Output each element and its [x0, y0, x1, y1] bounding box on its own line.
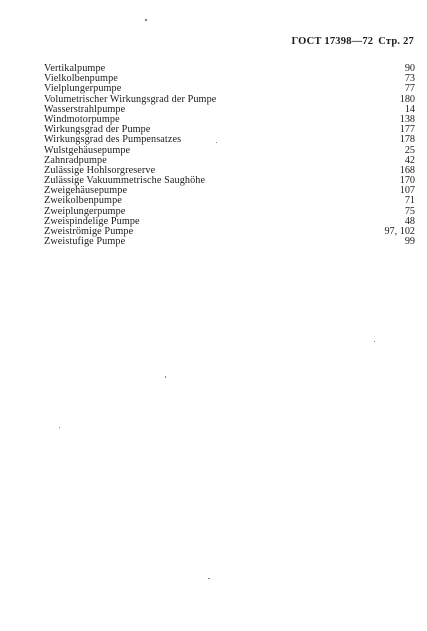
index-page-ref: 42 [404, 154, 415, 166]
index-term: Zweigehäusepumpe [44, 185, 128, 197]
index-entry [44, 135, 415, 145]
index-page-ref: 107 [399, 185, 415, 197]
index-page-ref: 48 [404, 215, 415, 227]
index-term: Vertikalpumpe [44, 63, 106, 74]
index-term: Wulstgehäusepumpe [44, 144, 131, 156]
index-page-ref: 14 [404, 103, 415, 115]
scan-speck [216, 142, 217, 143]
index-page-ref: 71 [404, 195, 415, 207]
index-page-ref: 97, 102 [384, 226, 415, 237]
index-term: Vielkolbenpumpe [44, 73, 118, 85]
term-index [44, 64, 415, 247]
page-label: Стр. [378, 36, 401, 47]
index-term: Zweiströmige Pumpe [44, 226, 134, 237]
scan-speck [374, 341, 375, 342]
index-page-ref: 25 [404, 144, 415, 156]
index-term: Zweikolbenpumpe [44, 195, 122, 207]
index-term: Wirkungsgrad der Pumpe [44, 124, 151, 136]
index-term: Zahnradpumpe [44, 154, 107, 166]
index-term: Wirkungsgrad des Pumpensatzes [44, 134, 182, 146]
index-page-ref: 170 [399, 175, 415, 187]
index-page-ref: 178 [399, 134, 415, 146]
index-page-ref: 177 [399, 124, 415, 136]
index-term: Zweispindelige Pumpe [44, 215, 140, 227]
scan-speck [208, 578, 210, 579]
index-term: Zulässige Vakuummetrische Saughöhe [44, 175, 206, 187]
scan-speck [165, 376, 166, 378]
index-term: Zweiplungerpumpe [44, 205, 126, 217]
index-entry [44, 237, 415, 247]
index-term: Wasserstrahlpumpe [44, 103, 126, 115]
index-term: Volumetrischer Wirkungsgrad der Pumpe [44, 93, 217, 105]
index-term: Vielplungerpumpe [44, 83, 122, 95]
index-page-ref: 77 [404, 83, 415, 95]
index-page-ref: 99 [404, 236, 415, 248]
index-term: Windmotorpumpe [44, 113, 120, 125]
index-term: Zweistufige Pumpe [44, 236, 126, 248]
index-page-ref: 73 [404, 73, 415, 85]
index-page-ref: 138 [399, 113, 415, 125]
index-page-ref: 168 [399, 164, 415, 176]
index-page-ref: 180 [399, 93, 415, 105]
page-number: 27 [403, 36, 414, 47]
index-page-ref: 90 [404, 63, 415, 74]
index-term: Zulässige Hohlsorgreserve [44, 164, 156, 176]
scan-speck [59, 427, 60, 428]
standard-number: ГОСТ 17398—72 [291, 36, 374, 47]
index-page-ref: 75 [404, 205, 415, 217]
scan-speck [145, 19, 147, 21]
running-header [291, 36, 414, 47]
